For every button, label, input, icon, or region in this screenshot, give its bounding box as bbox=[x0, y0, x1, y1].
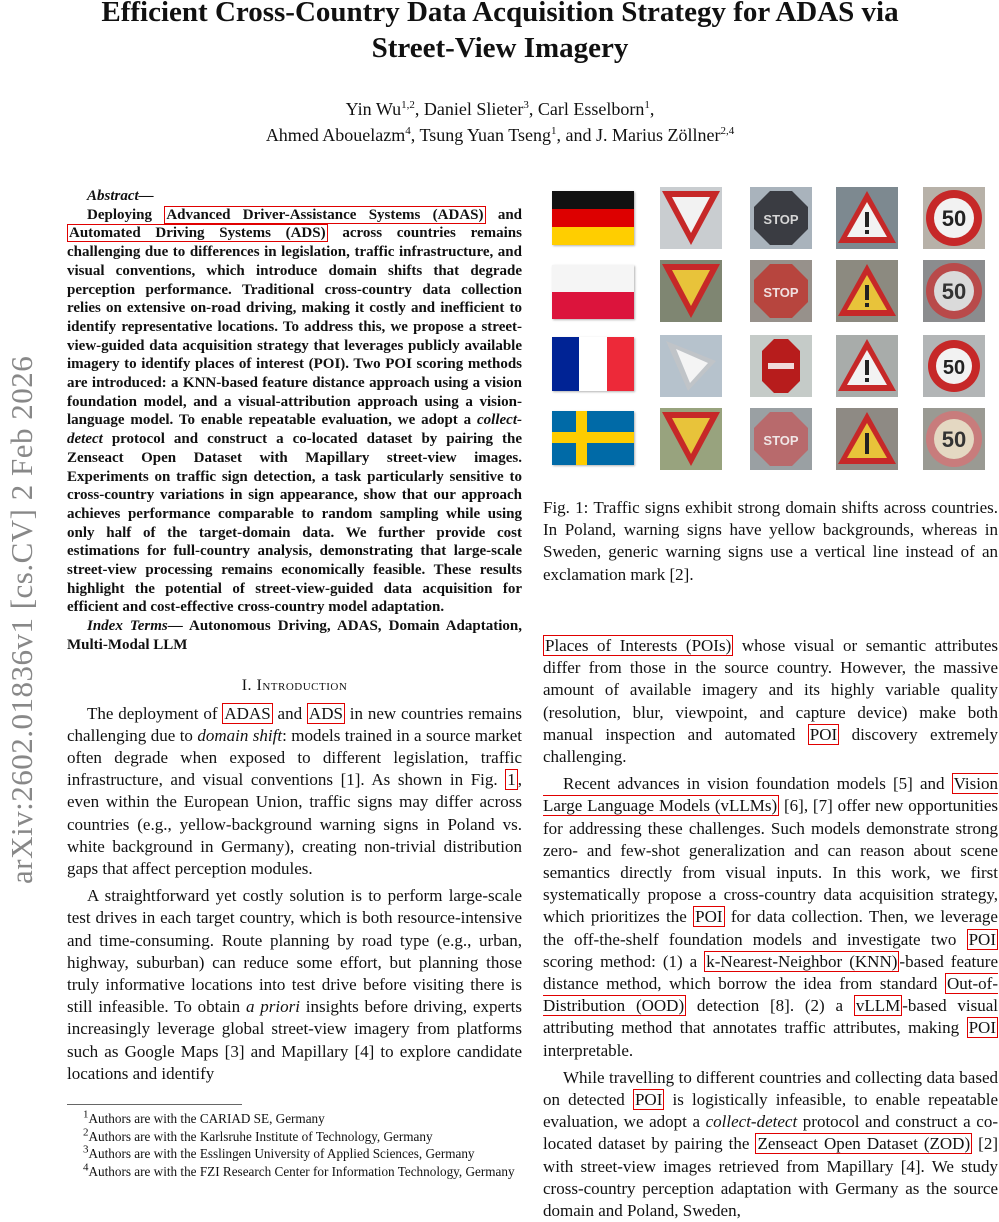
acronym-link-poi[interactable]: POI bbox=[968, 1018, 996, 1038]
text-segment: A straightforward yet costly solution is to perform large-scale test drives in each target country, which is both resource-intensive and time-consuming. Route planning by road type (e.g., urban, highway, suburban) can reduce some effort, but planning those truly informative locations into test drive before visiting there is still infeasible. To obtain bbox=[67, 886, 522, 1017]
paper-title: Efficient Cross-Country Data Acquisition Strategy for ADAS via Street-View Imagery bbox=[101, 0, 899, 64]
index-terms-label: Index Terms bbox=[87, 618, 168, 635]
author-name: J. Marius Zöllner bbox=[595, 125, 721, 145]
speed-limit-label: 50 bbox=[941, 427, 967, 452]
author-separator: , bbox=[414, 99, 424, 119]
speed-limit-sign-icon bbox=[928, 340, 980, 392]
abstract-text bbox=[67, 206, 522, 617]
author-line-2 bbox=[100, 122, 900, 148]
emphasis: a priori bbox=[245, 997, 300, 1017]
poland-flag-icon bbox=[552, 265, 634, 319]
sign-grid bbox=[658, 185, 990, 470]
acronym-link-ads[interactable]: ADS bbox=[308, 703, 343, 723]
text-segment: The deployment of bbox=[87, 703, 223, 723]
footnote-mark: 3 bbox=[83, 1143, 89, 1156]
stop-sign-label: STOP bbox=[763, 285, 799, 300]
text-segment: insights before driving, experts increasingly leverage global street-view imagery from platforms such as Google Maps [3] and Mapillary [4] to explore candidate locations and identify bbox=[67, 997, 522, 1083]
footnote-mark: 1 bbox=[83, 1108, 89, 1121]
intro-paragraph-4 bbox=[543, 773, 998, 1062]
emphasis: domain shift bbox=[197, 725, 283, 745]
germany-flag-icon bbox=[552, 191, 634, 245]
abstract-segment: and bbox=[485, 206, 523, 223]
author-name: Tsung Yuan Tseng bbox=[419, 125, 551, 145]
text-segment: interpretable. bbox=[543, 1040, 634, 1060]
arxiv-identifier: arXiv:2602.01836v1 [cs.CV] 2 Feb 2026 bbox=[4, 355, 39, 885]
author-affiliation-mark: 1,2 bbox=[401, 99, 415, 111]
abstract-label: Abstract— bbox=[87, 188, 154, 204]
text-segment: , even within the European Union, traffic signs may differ across countries (e.g., yellow-background warning signs in Poland vs. white background in Germany), creating non-trivial distribution gaps that affect perception modules. bbox=[67, 770, 522, 878]
footnote-text: Authors are with the Karlsruhe Institute of Technology, Germany bbox=[88, 1128, 433, 1144]
footnote bbox=[67, 1163, 527, 1181]
acronym-link-poi[interactable]: POI bbox=[809, 724, 838, 744]
acronym-link-zod[interactable]: Zenseact Open Dataset (ZOD) bbox=[757, 1134, 971, 1154]
speed-limit-label: 50 bbox=[941, 279, 967, 304]
text-segment: scoring method: (1) a bbox=[543, 951, 705, 971]
right-column bbox=[543, 635, 998, 1222]
footnote bbox=[67, 1145, 527, 1163]
author-separator: , bbox=[528, 99, 538, 119]
section-heading-introduction: I. Introduction bbox=[241, 676, 348, 694]
left-column bbox=[67, 187, 522, 1085]
footnote-mark: 4 bbox=[83, 1161, 89, 1174]
author-affiliation-mark: 1 bbox=[644, 99, 650, 111]
text-segment: whose visual or semantic attributes differ from those in the source country. However, the massive amount of available imagery and its highly variable quality (resolution, blur, viewpoint, and capture device) make both manual inspection and automated bbox=[543, 636, 999, 744]
author-name: Daniel Slieter bbox=[423, 99, 524, 119]
author-name: Yin Wu bbox=[345, 99, 402, 119]
author-separator: , and bbox=[556, 125, 596, 145]
abstract-emphasis: collect-detect bbox=[67, 412, 522, 448]
text-segment: [6], [7] offer new opportunities for addressing these challenges. Such models demonstrate strong zero- and few-shot generalization and can reason about scene semantics directly from visual inputs. In this work, we first systematically propose a cross-country data acquisition strategy, which prioritizes the bbox=[543, 796, 999, 927]
footnote-text: Authors are with the Esslingen University of Applied Sciences, Germany bbox=[88, 1146, 475, 1161]
acronym-link-adas[interactable]: ADAS bbox=[224, 703, 271, 723]
acronym-link-adas[interactable]: Advanced Driver-Assistance Systems (ADAS) bbox=[166, 206, 484, 223]
acronym-link-knn[interactable]: k-Nearest-Neighbor (KNN) bbox=[706, 951, 898, 971]
footnote bbox=[67, 1110, 527, 1128]
footnote bbox=[67, 1128, 527, 1146]
footnotes bbox=[67, 1110, 527, 1180]
author-affiliation-mark: 1 bbox=[550, 125, 557, 137]
text-segment: and bbox=[272, 703, 307, 723]
text-segment: detection [8]. (2) a bbox=[686, 996, 854, 1016]
author-affiliation-mark: 2,4 bbox=[720, 125, 735, 137]
stop-sign-label: STOP bbox=[763, 433, 799, 448]
author-name: Carl Esselborn bbox=[537, 99, 645, 119]
footnote-mark: 2 bbox=[83, 1126, 89, 1139]
speed-limit-sign-icon bbox=[926, 411, 982, 467]
speed-limit-sign-icon bbox=[926, 190, 982, 246]
author-line-1 bbox=[100, 96, 900, 122]
author-separator: , bbox=[649, 99, 655, 119]
acronym-link-poi[interactable]: POI bbox=[695, 907, 723, 927]
footnote-rule bbox=[67, 1104, 242, 1105]
acronym-link-poi[interactable]: POI bbox=[634, 1090, 663, 1110]
author-name: Ahmed Abouelazm bbox=[265, 125, 406, 145]
emphasis: collect-detect bbox=[705, 1112, 798, 1132]
france-flag-icon bbox=[552, 337, 634, 391]
text-segment: in new countries remains challenging due to bbox=[67, 703, 522, 745]
acronym-link-poi[interactable]: POI bbox=[968, 929, 996, 949]
acronym-link-vllm[interactable]: vLLM bbox=[855, 996, 901, 1016]
stop-sign-icon bbox=[754, 412, 808, 466]
acronym-link-ood[interactable]: Out-of-Distribution (OOD) bbox=[543, 974, 998, 1016]
intro-paragraph-1 bbox=[67, 703, 522, 881]
intro-paragraph-3 bbox=[543, 635, 998, 768]
text-segment: : models trained in a source market often degrade when exposed to different legislation, traffic infrastructure, and visual conventions [1]. As shown in Fig. bbox=[67, 725, 522, 790]
text-segment: for data collection. Then, we leverage the off-the-shelf foundation models and investigate two bbox=[543, 907, 998, 949]
stop-sign-icon bbox=[754, 191, 808, 245]
acronym-link-ads[interactable]: Automated Driving Systems (ADS) bbox=[69, 225, 326, 242]
text-segment: is logistically infeasible, to enable repeatable evaluation, we adopt a bbox=[543, 1090, 998, 1132]
text-segment: Recent advances in vision foundation models [5] and bbox=[563, 774, 952, 794]
author-separator: , bbox=[410, 125, 420, 145]
intro-paragraph-2 bbox=[67, 885, 522, 1085]
figure-reference-link[interactable]: 1 bbox=[507, 770, 516, 790]
abstract-segment: Deploying bbox=[87, 206, 165, 223]
text-segment: -based visual attributing method that annotates traffic attributes, making bbox=[543, 996, 999, 1038]
stop-sign-icon bbox=[762, 339, 800, 393]
footnote-text: Authors are with the CARIAD SE, Germany bbox=[88, 1111, 325, 1126]
acronym-link-poi[interactable]: Places of Interests (POIs) bbox=[545, 636, 732, 655]
figure-caption: Fig. 1: Traffic signs exhibit strong domain shifts across countries. In Poland, warning signs have yellow backgrounds, whereas in Sweden, generic warning signs use a vertical line instead of an exclamation mark [2]. bbox=[543, 498, 998, 584]
text-segment: [2] with street-view images retrieved from Mapillary [4]. We study cross-country perception adaptation with Germany as the source domain and Poland, Sweden, bbox=[543, 1134, 999, 1221]
index-terms bbox=[67, 617, 522, 654]
author-affiliation-mark: 4 bbox=[405, 125, 411, 137]
figure-traffic-signs bbox=[550, 185, 990, 470]
speed-limit-label: 50 bbox=[941, 206, 967, 231]
abstract-segment: across countries remains challenging due to differences in legislation, traffic infrastructure, and visual conventions, which introduce domain shifts that degrade perception performance. Traditional cross-country data collection relies on extensive on-road driving, making it costly and inefficient to identify representative locations. To address this, we propose a street-view-guided data acquisition strategy that leverages publicly available imagery to identify places of interest (POI). Two POI scoring methods are introduced: a KNN-based feature distance approach using a vision foundation model, and a visual-attribution approach using a vision-language model. To enable repeatable evaluation, we adopt a bbox=[67, 225, 522, 429]
text-segment: -based feature distance method, which borrow the idea from standard bbox=[543, 951, 998, 994]
text-segment: discovery extremely challenging. bbox=[543, 724, 999, 767]
sweden-flag-icon bbox=[552, 411, 634, 465]
speed-limit-sign-icon bbox=[926, 263, 982, 319]
author-affiliation-mark: 3 bbox=[523, 99, 529, 111]
text-segment: While travelling to different countries and collecting data based on detected bbox=[543, 1067, 998, 1110]
speed-limit-label: 50 bbox=[942, 357, 966, 379]
acronym-link-vllm[interactable]: Vision Large Language Models (vLLMs) bbox=[543, 774, 998, 816]
index-terms-text: — Autonomous Driving, ADAS, Domain Adaptation, Multi-Modal LLM bbox=[67, 618, 522, 653]
footnote-text: Authors are with the FZI Research Center for Information Technology, Germany bbox=[88, 1163, 515, 1179]
stop-sign-icon bbox=[754, 264, 808, 318]
text-segment: protocol and construct a co-located dataset by pairing the bbox=[543, 1112, 998, 1154]
abstract-segment: protocol and construct a co-located dataset by pairing the Zenseact Open Dataset with Mapillary street-view images. Experiments on traffic sign detection, a task particularly sensitive to cross-country variations in sign appearance, show that our approach achieves performance comparable to random sampling while using only half of the target-domain data. We further provide cost estimations for full-country analysis, demonstrating that large-scale street-view processing remains economically feasible. These results highlight the potential of street-view-guided data acquisition for efficient and cost-effective cross-country model adaptation. bbox=[67, 431, 522, 616]
stop-sign-label: STOP bbox=[763, 212, 799, 227]
intro-paragraph-5 bbox=[543, 1067, 998, 1222]
author-list bbox=[100, 96, 900, 148]
